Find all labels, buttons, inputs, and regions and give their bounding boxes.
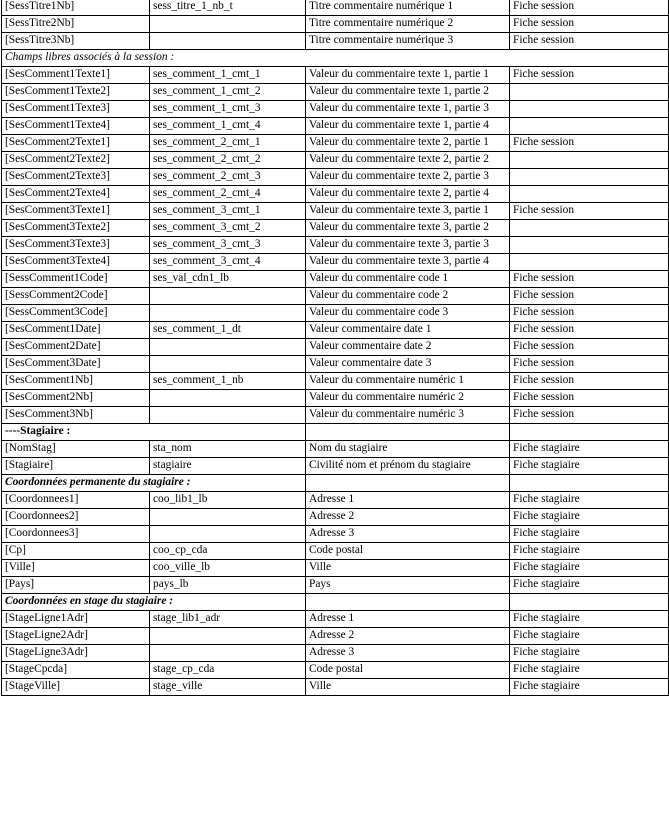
description-cell: Adresse 1 (306, 611, 510, 628)
description-cell: Valeur du commentaire texte 1, partie 4 (306, 118, 510, 135)
db-column-cell: ses_comment_1_cmt_1 (150, 67, 306, 84)
source-cell: Fiche stagiaire (510, 577, 669, 594)
source-cell: Fiche session (510, 305, 669, 322)
description-cell: Valeur du commentaire code 3 (306, 305, 510, 322)
field-tag-cell: [SessComment2Code] (2, 288, 150, 305)
table-row (2, 543, 669, 560)
field-tag-cell: [SessTitre2Nb] (2, 16, 150, 33)
empty-cell (306, 594, 510, 611)
source-cell: Fiche session (510, 373, 669, 390)
field-tag-cell: [SessComment1Code] (2, 271, 150, 288)
section-header-row (2, 475, 669, 492)
db-column-cell (150, 628, 306, 645)
field-tag-cell: [SesComment2Nb] (2, 390, 150, 407)
section-heading: ----Stagiaire : (2, 424, 306, 441)
table-row (2, 645, 669, 662)
field-tag-cell: [Coordonnees3] (2, 526, 150, 543)
description-cell: Adresse 2 (306, 628, 510, 645)
source-cell: Fiche session (510, 16, 669, 33)
table-row (2, 186, 669, 203)
db-column-cell: ses_comment_3_cmt_1 (150, 203, 306, 220)
db-column-cell (150, 645, 306, 662)
table-row (2, 220, 669, 237)
table-body (2, 0, 669, 696)
table-row (2, 33, 669, 50)
source-cell: Fiche stagiaire (510, 679, 669, 696)
source-cell: Fiche stagiaire (510, 628, 669, 645)
source-cell: Fiche session (510, 135, 669, 152)
source-cell (510, 254, 669, 271)
field-tag-cell: [Stagiaire] (2, 458, 150, 475)
field-tag-cell: [SesComment2Texte1] (2, 135, 150, 152)
description-cell: Valeur du commentaire texte 3, partie 1 (306, 203, 510, 220)
db-column-cell (150, 33, 306, 50)
source-cell: Fiche stagiaire (510, 458, 669, 475)
table-row (2, 305, 669, 322)
field-tag-cell: [SesComment1Texte2] (2, 84, 150, 101)
description-cell: Valeur du commentaire texte 3, partie 4 (306, 254, 510, 271)
db-column-cell: coo_cp_cda (150, 543, 306, 560)
db-column-cell: ses_comment_2_cmt_2 (150, 152, 306, 169)
db-column-cell (150, 407, 306, 424)
section-header-row (2, 424, 669, 441)
db-column-cell: ses_comment_3_cmt_4 (150, 254, 306, 271)
description-cell: Valeur du commentaire numéric 3 (306, 407, 510, 424)
db-column-cell: coo_lib1_lb (150, 492, 306, 509)
description-cell: Valeur commentaire date 2 (306, 339, 510, 356)
field-tag-cell: [Pays] (2, 577, 150, 594)
source-cell: Fiche stagiaire (510, 509, 669, 526)
field-tag-cell: [SesComment3Texte1] (2, 203, 150, 220)
field-tag-cell: [StageCpcda] (2, 662, 150, 679)
table-row (2, 526, 669, 543)
field-tag-cell: [Coordonnees1] (2, 492, 150, 509)
empty-cell (510, 475, 669, 492)
field-tag-cell: [SesComment1Nb] (2, 373, 150, 390)
section-heading: Coordonnées permanente du stagiaire : (2, 475, 306, 492)
description-cell: Ville (306, 679, 510, 696)
source-cell: Fiche stagiaire (510, 611, 669, 628)
field-tag-cell: [SesComment1Texte4] (2, 118, 150, 135)
description-cell: Valeur du commentaire texte 2, partie 2 (306, 152, 510, 169)
table-row (2, 356, 669, 373)
section-header-row (2, 50, 669, 67)
table-row (2, 152, 669, 169)
field-tag-cell: [SesComment2Texte2] (2, 152, 150, 169)
description-cell: Adresse 3 (306, 526, 510, 543)
source-cell: Fiche stagiaire (510, 526, 669, 543)
table-row (2, 373, 669, 390)
db-column-cell (150, 339, 306, 356)
table-row (2, 441, 669, 458)
table-row (2, 84, 669, 101)
table-row (2, 662, 669, 679)
source-cell: Fiche session (510, 271, 669, 288)
source-cell: Fiche session (510, 356, 669, 373)
table-row (2, 118, 669, 135)
source-cell (510, 237, 669, 254)
db-column-cell (150, 288, 306, 305)
description-cell: Titre commentaire numérique 3 (306, 33, 510, 50)
description-cell: Valeur du commentaire code 1 (306, 271, 510, 288)
source-cell: Fiche session (510, 203, 669, 220)
table-row (2, 101, 669, 118)
table-row (2, 390, 669, 407)
description-cell: Valeur du commentaire texte 1, partie 1 (306, 67, 510, 84)
table-row (2, 254, 669, 271)
field-mapping-table (1, 0, 669, 696)
description-cell: Code postal (306, 543, 510, 560)
db-column-cell: ses_comment_1_cmt_4 (150, 118, 306, 135)
empty-cell (306, 424, 510, 441)
source-cell: Fiche session (510, 407, 669, 424)
description-cell: Valeur commentaire date 1 (306, 322, 510, 339)
section-heading: Champs libres associés à la session : (2, 50, 669, 67)
source-cell (510, 84, 669, 101)
source-cell: Fiche stagiaire (510, 645, 669, 662)
field-tag-cell: [NomStag] (2, 441, 150, 458)
field-tag-cell: [StageLigne2Adr] (2, 628, 150, 645)
description-cell: Adresse 3 (306, 645, 510, 662)
db-column-cell: stage_lib1_adr (150, 611, 306, 628)
field-tag-cell: [StageLigne3Adr] (2, 645, 150, 662)
source-cell: Fiche session (510, 322, 669, 339)
field-tag-cell: [SesComment2Date] (2, 339, 150, 356)
table-row (2, 628, 669, 645)
source-cell: Fiche session (510, 390, 669, 407)
source-cell: Fiche stagiaire (510, 662, 669, 679)
field-tag-cell: [SesComment3Date] (2, 356, 150, 373)
source-cell: Fiche stagiaire (510, 492, 669, 509)
empty-cell (510, 594, 669, 611)
field-tag-cell: [SessComment3Code] (2, 305, 150, 322)
db-column-cell: ses_comment_1_cmt_2 (150, 84, 306, 101)
db-column-cell: ses_comment_1_cmt_3 (150, 101, 306, 118)
db-column-cell: ses_comment_1_nb (150, 373, 306, 390)
table-row (2, 322, 669, 339)
field-tag-cell: [SesComment3Texte2] (2, 220, 150, 237)
field-tag-cell: [SessTitre1Nb] (2, 0, 150, 16)
field-tag-cell: [Ville] (2, 560, 150, 577)
description-cell: Valeur du commentaire texte 1, partie 2 (306, 84, 510, 101)
db-column-cell: stage_ville (150, 679, 306, 696)
source-cell (510, 152, 669, 169)
description-cell: Valeur du commentaire texte 2, partie 4 (306, 186, 510, 203)
description-cell: Valeur du commentaire numéric 1 (306, 373, 510, 390)
table-row (2, 458, 669, 475)
field-tag-cell: [SesComment3Texte4] (2, 254, 150, 271)
table-row (2, 492, 669, 509)
db-column-cell: sess_titre_1_nb_t (150, 0, 306, 16)
description-cell: Valeur du commentaire texte 3, partie 2 (306, 220, 510, 237)
source-cell: Fiche session (510, 33, 669, 50)
empty-cell (306, 475, 510, 492)
table-row (2, 16, 669, 33)
db-column-cell: ses_comment_2_cmt_4 (150, 186, 306, 203)
table-row (2, 339, 669, 356)
table-row (2, 67, 669, 84)
db-column-cell: ses_comment_3_cmt_2 (150, 220, 306, 237)
db-column-cell: ses_val_cdn1_lb (150, 271, 306, 288)
field-tag-cell: [SesComment1Date] (2, 322, 150, 339)
field-tag-cell: [SesComment3Texte3] (2, 237, 150, 254)
description-cell: Valeur du commentaire texte 3, partie 3 (306, 237, 510, 254)
description-cell: Adresse 1 (306, 492, 510, 509)
description-cell: Valeur commentaire date 3 (306, 356, 510, 373)
db-column-cell: sta_nom (150, 441, 306, 458)
description-cell: Code postal (306, 662, 510, 679)
description-cell: Valeur du commentaire texte 1, partie 3 (306, 101, 510, 118)
description-cell: Titre commentaire numérique 1 (306, 0, 510, 16)
db-column-cell: ses_comment_1_dt (150, 322, 306, 339)
db-column-cell: ses_comment_2_cmt_3 (150, 169, 306, 186)
db-column-cell (150, 526, 306, 543)
table-row (2, 509, 669, 526)
source-cell (510, 169, 669, 186)
source-cell: Fiche session (510, 339, 669, 356)
db-column-cell: stage_cp_cda (150, 662, 306, 679)
table-row (2, 203, 669, 220)
db-column-cell (150, 509, 306, 526)
field-tag-cell: [StageVille] (2, 679, 150, 696)
description-cell: Valeur du commentaire code 2 (306, 288, 510, 305)
table-row (2, 135, 669, 152)
source-cell: Fiche stagiaire (510, 543, 669, 560)
db-column-cell: stagiaire (150, 458, 306, 475)
description-cell: Nom du stagiaire (306, 441, 510, 458)
db-column-cell: pays_lb (150, 577, 306, 594)
db-column-cell (150, 16, 306, 33)
field-tag-cell: [StageLigne1Adr] (2, 611, 150, 628)
source-cell (510, 118, 669, 135)
field-tag-cell: [Coordonnees2] (2, 509, 150, 526)
source-cell: Fiche stagiaire (510, 560, 669, 577)
table-row (2, 577, 669, 594)
description-cell: Adresse 2 (306, 509, 510, 526)
source-cell (510, 186, 669, 203)
source-cell: Fiche session (510, 0, 669, 16)
table-row (2, 0, 669, 16)
db-column-cell (150, 305, 306, 322)
field-tag-cell: [SesComment2Texte4] (2, 186, 150, 203)
table-row (2, 407, 669, 424)
source-cell (510, 101, 669, 118)
db-column-cell: ses_comment_2_cmt_1 (150, 135, 306, 152)
description-cell: Titre commentaire numérique 2 (306, 16, 510, 33)
field-tag-cell: [Cp] (2, 543, 150, 560)
empty-cell (510, 424, 669, 441)
table-row (2, 560, 669, 577)
source-cell: Fiche session (510, 67, 669, 84)
table-row (2, 288, 669, 305)
source-cell (510, 220, 669, 237)
source-cell: Fiche session (510, 288, 669, 305)
section-heading: Coordonnées en stage du stagiaire : (2, 594, 306, 611)
field-tag-cell: [SessTitre3Nb] (2, 33, 150, 50)
db-column-cell (150, 390, 306, 407)
description-cell: Ville (306, 560, 510, 577)
field-tag-cell: [SesComment1Texte3] (2, 101, 150, 118)
db-column-cell: ses_comment_3_cmt_3 (150, 237, 306, 254)
field-tag-cell: [SesComment2Texte3] (2, 169, 150, 186)
description-cell: Valeur du commentaire texte 2, partie 3 (306, 169, 510, 186)
table-row (2, 679, 669, 696)
table-row (2, 271, 669, 288)
description-cell: Civilité nom et prénom du stagiaire (306, 458, 510, 475)
field-tag-cell: [SesComment1Texte1] (2, 67, 150, 84)
db-column-cell (150, 356, 306, 373)
table-row (2, 169, 669, 186)
description-cell: Valeur du commentaire numéric 2 (306, 390, 510, 407)
description-cell: Pays (306, 577, 510, 594)
table-row (2, 237, 669, 254)
db-column-cell: coo_ville_lb (150, 560, 306, 577)
table-row (2, 611, 669, 628)
description-cell: Valeur du commentaire texte 2, partie 1 (306, 135, 510, 152)
source-cell: Fiche stagiaire (510, 441, 669, 458)
field-tag-cell: [SesComment3Nb] (2, 407, 150, 424)
section-header-row (2, 594, 669, 611)
